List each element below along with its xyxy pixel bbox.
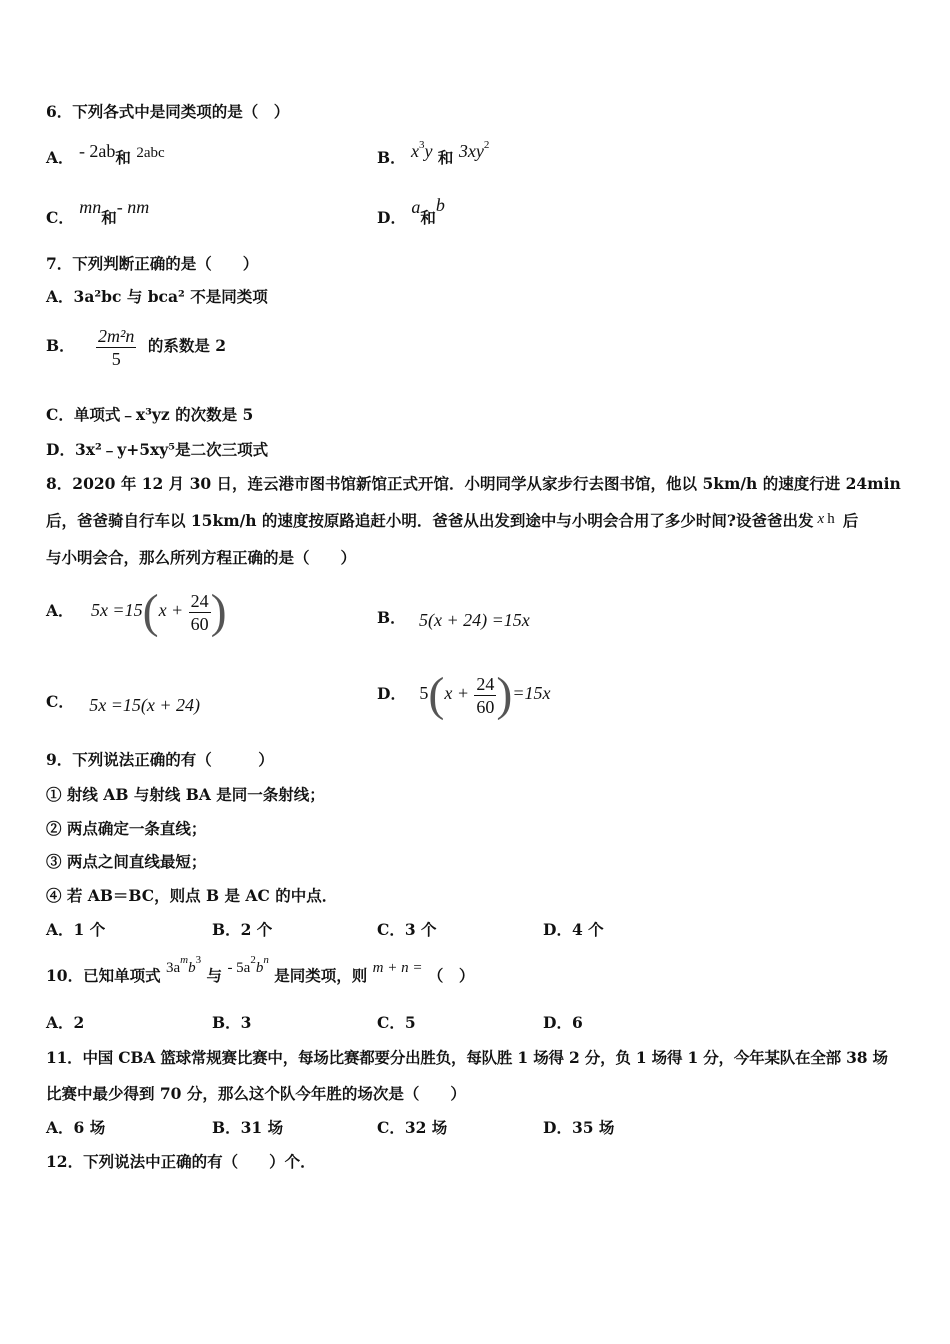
q11-option-a: A．6 场 [46, 1118, 106, 1137]
q10-stem: 10．已知单项式 $3a^mb^3$ 与 - $5a^2b^n$ 是同类项，则 m + n = （ ） [46, 954, 475, 985]
q8-option-c: C． 5x =15(x + 24) [46, 692, 201, 715]
q9-statement-1: ① 射线 AB 与射线 BA 是同一条射线； [46, 785, 325, 804]
q8-option-a: A． 5x =15(x + $\frac{24}{60}$ ) [46, 585, 227, 638]
q10-option-a: A．2 [46, 1013, 85, 1032]
q7-option-d: D．3x²﹣y+5xy⁵是二次三项式 [46, 440, 269, 459]
q6-option-d: D． a和b [377, 195, 445, 227]
q8-d-fraction: $\frac{24}{60}$ [476, 673, 495, 717]
q11-line1: 11．中国 CBA 篮球常规赛比赛中，每场比赛都要分出胜负，每队胜 1 场得 2 分，负 1 场得 1 分，今年某队在全部 38 场 [46, 1048, 888, 1067]
q11-line2: 比赛中最少得到 70 分，那么这个队今年胜的场次是（ ） [46, 1084, 466, 1103]
q9-option-d: D．4 个 [543, 920, 604, 939]
q8-a-fraction: $\frac{24}{60}$ [190, 590, 209, 634]
q9-stem: 9．下列说法正确的有（ ） [46, 750, 274, 769]
q8-option-b: B． 5(x + 24) =15x [377, 608, 530, 630]
q8-line3: 与小明会合，那么所列方程正确的是（ ） [46, 548, 357, 567]
q7-option-b: B． $\frac{\text{2m²n}}{5}$ 的系数是 2 [46, 325, 227, 369]
q7-option-c: C．单项式﹣x³yz 的次数是 5 [46, 405, 254, 424]
q9-statement-2: ② 两点确定一条直线； [46, 819, 207, 838]
q9-option-a: A．1 个 [46, 920, 106, 939]
q12-stem: 12．下列说法中正确的有（ ）个． [46, 1152, 316, 1171]
q10-option-d: D．6 [543, 1013, 583, 1032]
q10-option-b: B．3 [212, 1013, 252, 1032]
q8-line1: 8．2020 年 12 月 30 日，连云港市图书馆新馆正式开馆．小明同学从家步行去图书馆，他以 5km/h 的速度行进 24min [46, 474, 901, 493]
q11-option-b: B．31 场 [212, 1118, 284, 1137]
q6-option-a: A． - 2ab和 2abc [46, 141, 165, 167]
q6-option-b: B． $x^3y$ 和 $3xy^2$ [377, 139, 490, 167]
q9-statement-4: ④ 若 AB＝BC，则点 B 是 AC 的中点． [46, 886, 338, 905]
q6-stem: 6．下列各式中是同类项的是（ ） [46, 102, 290, 121]
q11-option-c: C．32 场 [377, 1118, 448, 1137]
q8-option-d: D． 5(x + $\frac{24}{60}$ )=15x [377, 668, 551, 721]
q8-line2: 后，爸爸骑自行车以 15km/h 的速度按原路追赶小明．爸爸从出发到途中与小明会合用了多少时间?设爸爸出发 x h 后 [46, 511, 859, 530]
q7-b-fraction: $\frac{\text{2m²n}}{5}$ [98, 325, 135, 369]
q10-option-c: C．5 [377, 1013, 416, 1032]
q11-option-d: D．35 场 [543, 1118, 615, 1137]
q6-option-c: C． mn和- nm [46, 197, 150, 227]
q9-option-b: B．2 个 [212, 920, 273, 939]
q7-option-a: A．3a²bc 与 bca² 不是同类项 [46, 287, 268, 306]
q7-stem: 7．下列判断正确的是（ ） [46, 254, 259, 273]
q9-statement-3: ③ 两点之间直线最短； [46, 852, 207, 871]
q9-option-c: C．3 个 [377, 920, 437, 939]
